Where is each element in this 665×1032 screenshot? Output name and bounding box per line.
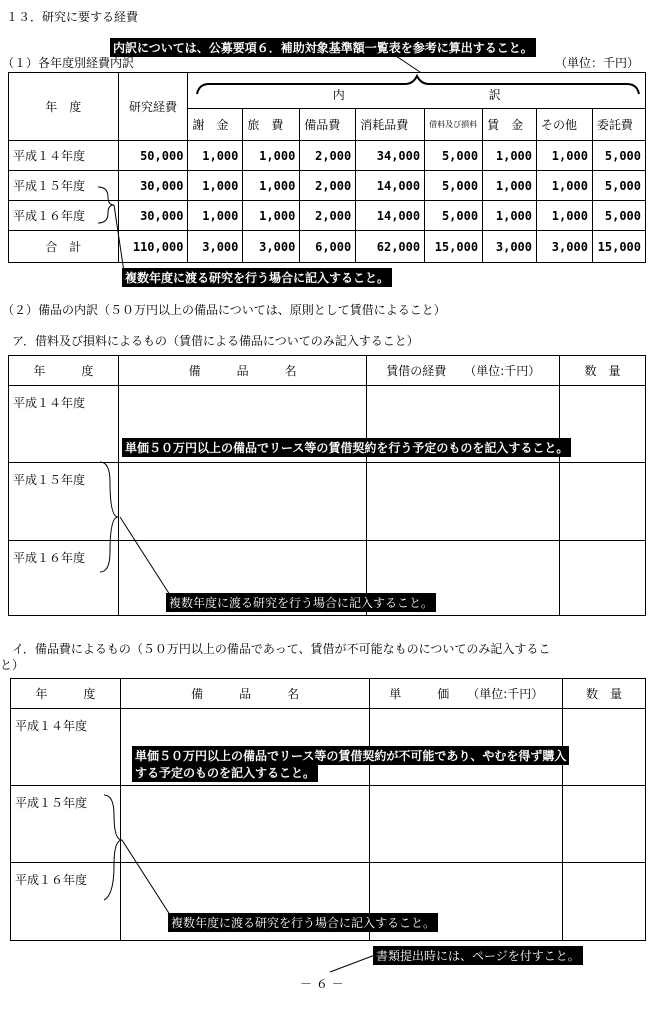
section1-title: （１）各年度別経費内訳 (2, 56, 135, 70)
value-cell: 2,000 (300, 201, 356, 231)
value-cell: 15,000 (425, 231, 483, 263)
section-heading: １３．研究に要する経費 (6, 10, 139, 24)
section2-title: （２）備品の内訳（５０万円以上の備品については、原則として賃借によること） (2, 303, 446, 317)
value-cell: 14,000 (356, 171, 425, 201)
header-col: 謝 金 (188, 109, 243, 141)
quantity-cell[interactable] (563, 709, 646, 786)
value-cell: 5,000 (592, 201, 645, 231)
value-cell: 50,000 (118, 141, 188, 171)
header-cell: 数 量 (560, 356, 646, 386)
value-cell: 5,000 (425, 201, 483, 231)
header-col: 旅 費 (243, 109, 300, 141)
year-cell: 合 計 (9, 231, 119, 263)
note-multi-year: 複数年度に渡る研究を行う場合に記入すること。 (168, 913, 438, 932)
value-cell: 5,000 (592, 171, 645, 201)
value-cell: 2,000 (300, 141, 356, 171)
value-cell: 2,000 (300, 171, 356, 201)
header-cell: 年 度 (9, 356, 119, 386)
item-name-cell[interactable] (120, 786, 370, 863)
value-cell: 1,000 (483, 171, 537, 201)
quantity-cell[interactable] (563, 863, 646, 941)
value-cell: 14,000 (356, 201, 425, 231)
value-cell: 62,000 (356, 231, 425, 263)
value-cell: 1,000 (243, 201, 300, 231)
header-col: 委託費 (592, 109, 645, 141)
value-cell: 1,000 (483, 141, 537, 171)
header-cell: 賃借の経費 （単位:千円） (367, 356, 560, 386)
value-cell: 1,000 (537, 171, 593, 201)
value-cell: 1,000 (188, 141, 243, 171)
header-cell: 備 品 名 (118, 356, 367, 386)
section2a-title: ア．借料及び損料によるもの（賃借による備品についてのみ記入すること） (12, 334, 419, 348)
value-cell: 30,000 (118, 171, 188, 201)
cost-cell[interactable] (367, 463, 560, 541)
value-cell: 6,000 (300, 231, 356, 263)
header-cell: 単 価 （単位:千円） (370, 679, 563, 709)
header-col: その他 (537, 109, 593, 141)
header-col: 借料及び損料 (425, 109, 483, 141)
value-cell: 3,000 (243, 231, 300, 263)
section2b-title-cont: と） (0, 658, 25, 672)
header-total-cost: 研究経費 (118, 73, 188, 141)
value-cell: 1,000 (483, 201, 537, 231)
year-cell: 平成１６年度 (9, 541, 119, 616)
note-multi-year: 複数年度に渡る研究を行う場合に記入すること。 (166, 593, 436, 612)
header-cell: 備 品 名 (120, 679, 370, 709)
value-cell: 1,000 (243, 171, 300, 201)
quantity-cell[interactable] (560, 463, 646, 541)
header-cell: 数 量 (563, 679, 646, 709)
cost-cell[interactable] (370, 786, 563, 863)
value-cell: 1,000 (188, 201, 243, 231)
quantity-cell[interactable] (563, 786, 646, 863)
quantity-cell[interactable] (560, 386, 646, 463)
value-cell: 1,000 (537, 201, 593, 231)
value-cell: 110,000 (118, 231, 188, 263)
note-page: 書類提出時には、ページを付すこと。 (373, 946, 583, 965)
value-cell: 5,000 (592, 141, 645, 171)
year-cell: 平成１６年度 (11, 863, 121, 941)
header-col: 消耗品費 (356, 109, 425, 141)
year-cell: 平成１５年度 (9, 171, 119, 201)
value-cell: 34,000 (356, 141, 425, 171)
lease-equipment-table (8, 355, 646, 616)
value-cell: 1,000 (188, 171, 243, 201)
value-cell: 1,000 (243, 141, 300, 171)
header-col: 備品費 (300, 109, 356, 141)
note-breakdown: 内訳については、公募要項６．補助対象基準額一覧表を参考に算出すること。 (110, 38, 536, 57)
note-purchase-1: 単価５０万円以上の備品でリース等の賃借契約が不可能であり、やむを得ず購入 (132, 746, 569, 765)
quantity-cell[interactable] (560, 541, 646, 616)
note-multi-year: 複数年度に渡る研究を行う場合に記入すること。 (122, 268, 392, 287)
year-cell: 平成１４年度 (11, 709, 121, 786)
value-cell: 30,000 (118, 201, 188, 231)
year-cell: 平成１６年度 (9, 201, 119, 231)
value-cell: 3,000 (483, 231, 537, 263)
value-cell: 3,000 (537, 231, 593, 263)
table-row (9, 463, 646, 541)
section2b-title: イ．備品費によるもの（５０万円以上の備品であって、賃借が不可能なものについてのみ記入するこ (12, 642, 551, 656)
value-cell: 5,000 (425, 141, 483, 171)
value-cell: 3,000 (188, 231, 243, 263)
header-year: 年 度 (9, 73, 119, 141)
year-cell: 平成１４年度 (9, 141, 119, 171)
value-cell: 15,000 (592, 231, 645, 263)
table-row (11, 786, 646, 863)
value-cell: 5,000 (425, 171, 483, 201)
year-cell: 平成１５年度 (11, 786, 121, 863)
unit-label: （単位：千円） (555, 56, 640, 70)
year-cell: 平成１４年度 (9, 386, 119, 463)
header-col: 賃 金 (483, 109, 537, 141)
header-breakdown: 内 訳 (188, 73, 646, 109)
year-cell: 平成１５年度 (9, 463, 119, 541)
purchase-equipment-table (10, 678, 646, 941)
value-cell: 1,000 (537, 141, 593, 171)
page-number: － ６ － (300, 977, 344, 991)
header-cell: 年 度 (11, 679, 121, 709)
item-name-cell[interactable] (118, 463, 367, 541)
note-lease: 単価５０万円以上の備品でリース等の賃借契約を行う予定のものを記入すること。 (122, 438, 571, 457)
note-purchase-2: する予定のものを記入すること。 (132, 763, 318, 782)
